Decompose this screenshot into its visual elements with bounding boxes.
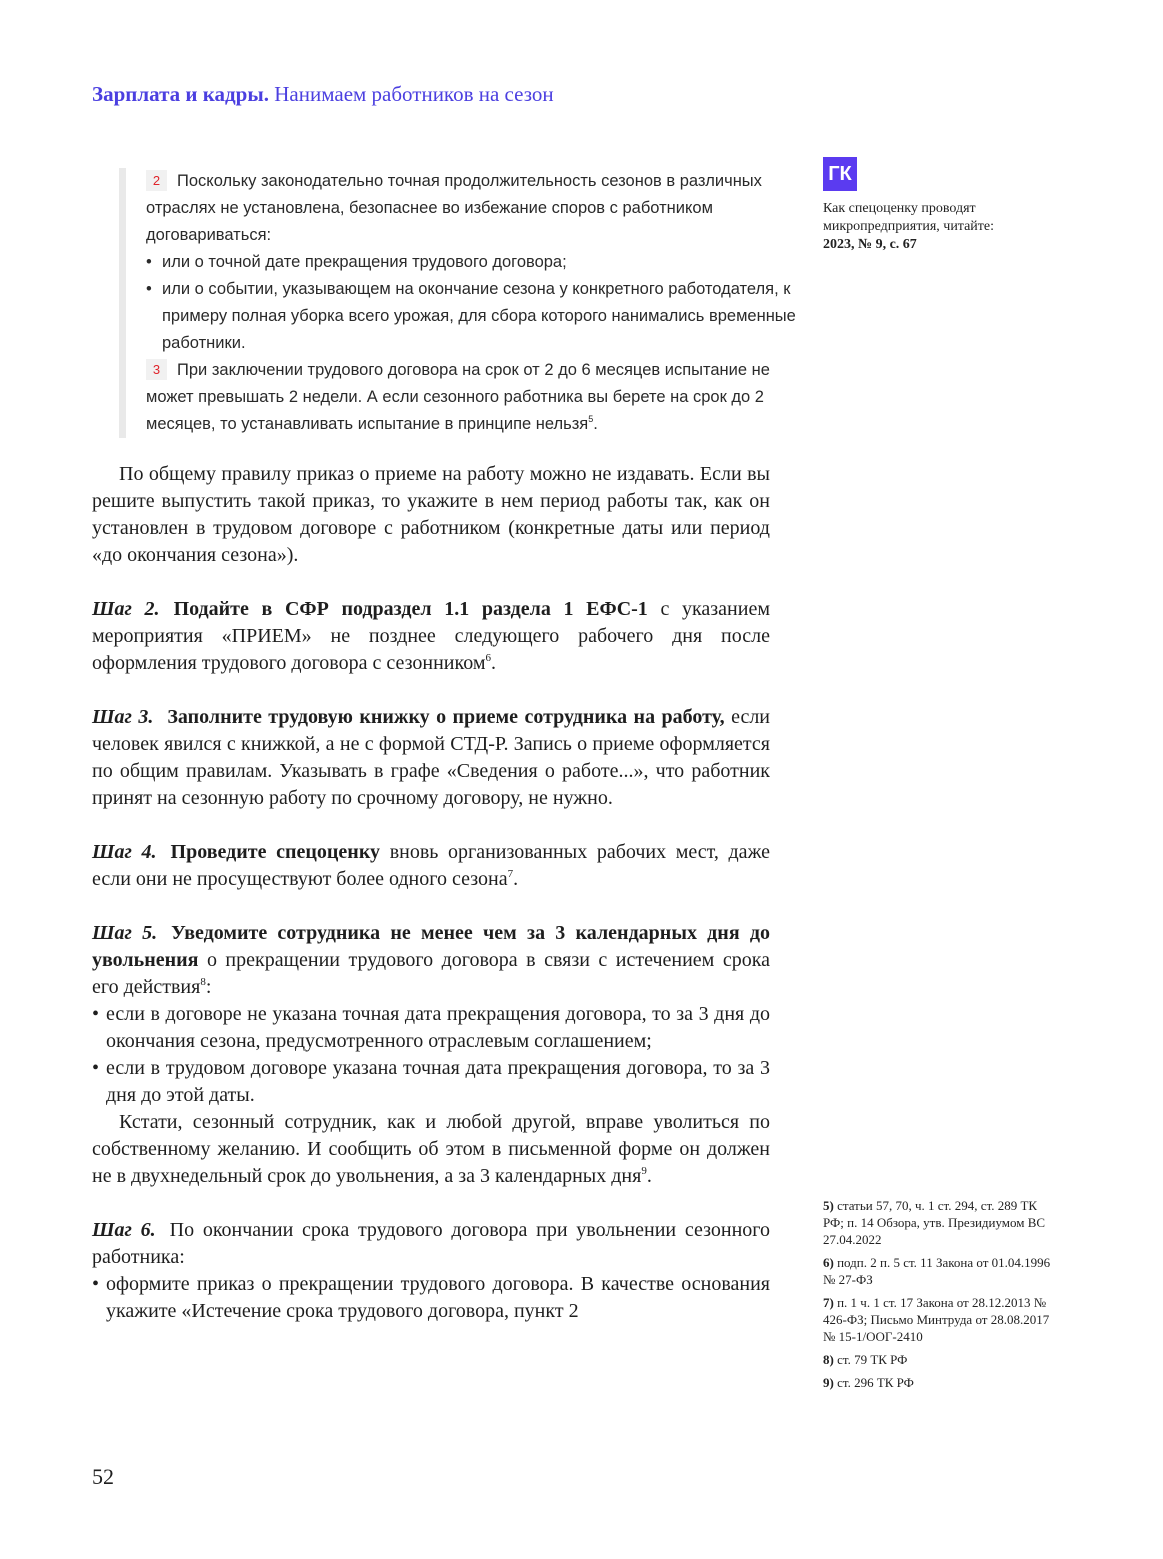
step-6 bbox=[92, 1217, 770, 1271]
punct: . bbox=[646, 1165, 652, 1187]
page-number: 52 bbox=[92, 1464, 114, 1489]
footnote-number: 7) bbox=[823, 1295, 834, 1310]
step-heading: Уведомите сотрудника не менее чем за 3 календарных дня до увольнения bbox=[92, 922, 771, 971]
tip-2-list bbox=[146, 249, 806, 357]
footnote bbox=[823, 1351, 1053, 1368]
footnote bbox=[823, 1254, 1053, 1288]
step-text: с указанием мероприятия «ПРИЕМ» не позднее следующего рабочего дня после оформления трудового договора с сезонником bbox=[92, 598, 771, 674]
step-text: о прекращении трудового договора в связи с истечением срока его действия bbox=[92, 949, 770, 998]
punct: . bbox=[513, 868, 519, 890]
footnote-text: ст. 296 ТК РФ bbox=[837, 1375, 914, 1390]
publisher-logo-icon bbox=[823, 157, 857, 191]
tip-number: 2 bbox=[146, 170, 167, 191]
step-label: Шаг 3. bbox=[92, 706, 154, 728]
footnotes bbox=[823, 1197, 1053, 1397]
footnote-ref: 6 bbox=[485, 651, 491, 664]
footnote bbox=[823, 1294, 1053, 1345]
paragraph: По общему правилу приказ о приеме на работу можно не издавать. Если вы решите выпустить такой приказ, то укажите в нем период работы так, как он установлен в трудовом договоре с работником (конкретные даты или период «до окончания сезона»). bbox=[92, 463, 770, 566]
sidebar-ref bbox=[823, 236, 1048, 254]
sidebar-note bbox=[823, 200, 1048, 254]
step-3 bbox=[92, 704, 770, 812]
step-4 bbox=[92, 839, 770, 893]
step-5 bbox=[92, 920, 770, 1001]
header-title: Нанимаем работников на сезон bbox=[274, 82, 554, 106]
step-2 bbox=[92, 596, 770, 677]
footnote-text: подп. 2 п. 5 ст. 11 Закона от 01.04.1996 № 27-ФЗ bbox=[823, 1255, 1051, 1287]
tip-number: 3 bbox=[146, 359, 167, 380]
footnote-text: п. 1 ч. 1 ст. 17 Закона от 28.12.2013 № 426-ФЗ; Письмо Минтруда от 28.08.2017 № 15-1/ООГ-2410 bbox=[823, 1295, 1050, 1344]
footnote-number: 8) bbox=[823, 1352, 834, 1367]
step-label: Шаг 4. bbox=[92, 841, 157, 863]
list-item: • оформите приказ о прекращении трудового договора. В качестве основания укажите «Истечение срока трудового договора, пункт 2 bbox=[92, 1271, 770, 1325]
running-header bbox=[92, 82, 554, 107]
header-section: Зарплата и кадры. bbox=[92, 82, 270, 106]
footnote-ref: 7 bbox=[507, 867, 514, 880]
list-item: • или о точной дате прекращения трудового договора; bbox=[146, 249, 806, 276]
tip-text: При заключении трудового договора на срок от 2 до 6 месяцев испытание не может превышать 2 недели. А если сезонного работника вы берете на срок до 2 месяцев, то устанавливать испытание в принципе нельзя bbox=[146, 361, 770, 433]
footnote-ref: 8 bbox=[200, 975, 206, 988]
main-text bbox=[92, 461, 770, 1325]
step-heading: Подайте в СФР подраздел 1.1 раздела 1 ЕФС-1 bbox=[173, 598, 648, 620]
footnote bbox=[823, 1374, 1053, 1391]
footnote-ref: 5 bbox=[588, 414, 594, 425]
step-label: Шаг 6. bbox=[92, 1219, 156, 1241]
step-text: вновь организованных рабочих мест, даже если они не просуществуют более одного сезона bbox=[92, 841, 770, 890]
step-text: если человек явился с книжкой, а не с формой СТД-Р. Запись о приеме оформляется по общим правилам. Указывать в графе «Сведения о работе...», что работник принят на сезонную работу по срочному договору, не нужно. bbox=[92, 706, 771, 809]
logo-text: ГК bbox=[828, 162, 852, 185]
footnote bbox=[823, 1197, 1053, 1248]
step-6-list bbox=[92, 1271, 770, 1325]
punct: . bbox=[593, 415, 598, 433]
list-item: • если в договоре не указана точная дата прекращения договора, то за 3 дня до окончания сезона, предусмотренного отраслевым соглашением; bbox=[92, 1001, 770, 1055]
step-label: Шаг 5. bbox=[92, 922, 158, 944]
paragraph bbox=[92, 1109, 770, 1190]
punct: . bbox=[490, 652, 496, 674]
sidebar-ref-text: 2023, № 9, с. 67 bbox=[823, 237, 917, 252]
footnote-ref: 9 bbox=[641, 1164, 647, 1177]
list-item: • или о событии, указывающем на окончание сезона у конкретного работодателя, к примеру полная уборка всего урожая, для сбора которого нанимались временные работники. bbox=[146, 276, 806, 357]
tip-text: Поскольку законодательно точная продолжительность сезонов в различных отраслях не установлена, безопаснее во избежание споров с работником договариваться: bbox=[146, 172, 762, 244]
sidebar-text: Как спецоценку проводят микропредприятия, читайте: bbox=[823, 201, 995, 234]
step-heading: Проведите спецоценку bbox=[170, 841, 381, 863]
footnote-number: 9) bbox=[823, 1375, 834, 1390]
tip-3 bbox=[146, 357, 806, 438]
paragraph-text: Кстати, сезонный сотрудник, как и любой другой, вправе уволиться по собственному желанию. И сообщить об этом в письменной форме он должен не в двухнедельный срок до увольнения, а за 3 календарных дня bbox=[92, 1111, 770, 1187]
tips-box bbox=[119, 168, 806, 438]
punct: : bbox=[205, 976, 212, 998]
step-heading: Заполните трудовую книжку о приеме сотрудника на работу, bbox=[167, 706, 725, 728]
footnote-text: статьи 57, 70, ч. 1 ст. 294, ст. 289 ТК РФ; п. 14 Обзора, утв. Президиумом ВС 27.04.2022 bbox=[823, 1198, 1046, 1247]
footnote-text: ст. 79 ТК РФ bbox=[837, 1352, 908, 1367]
step-text: По окончании срока трудового договора при увольнении сезонного работника: bbox=[92, 1219, 771, 1268]
step-label: Шаг 2. bbox=[92, 598, 160, 620]
footnote-number: 5) bbox=[823, 1198, 834, 1213]
step-5-list bbox=[92, 1001, 770, 1109]
list-item: • если в трудовом договоре указана точная дата прекращения договора, то за 3 дня до этой даты. bbox=[92, 1055, 770, 1109]
footnote-number: 6) bbox=[823, 1255, 834, 1270]
tip-2 bbox=[146, 168, 806, 249]
